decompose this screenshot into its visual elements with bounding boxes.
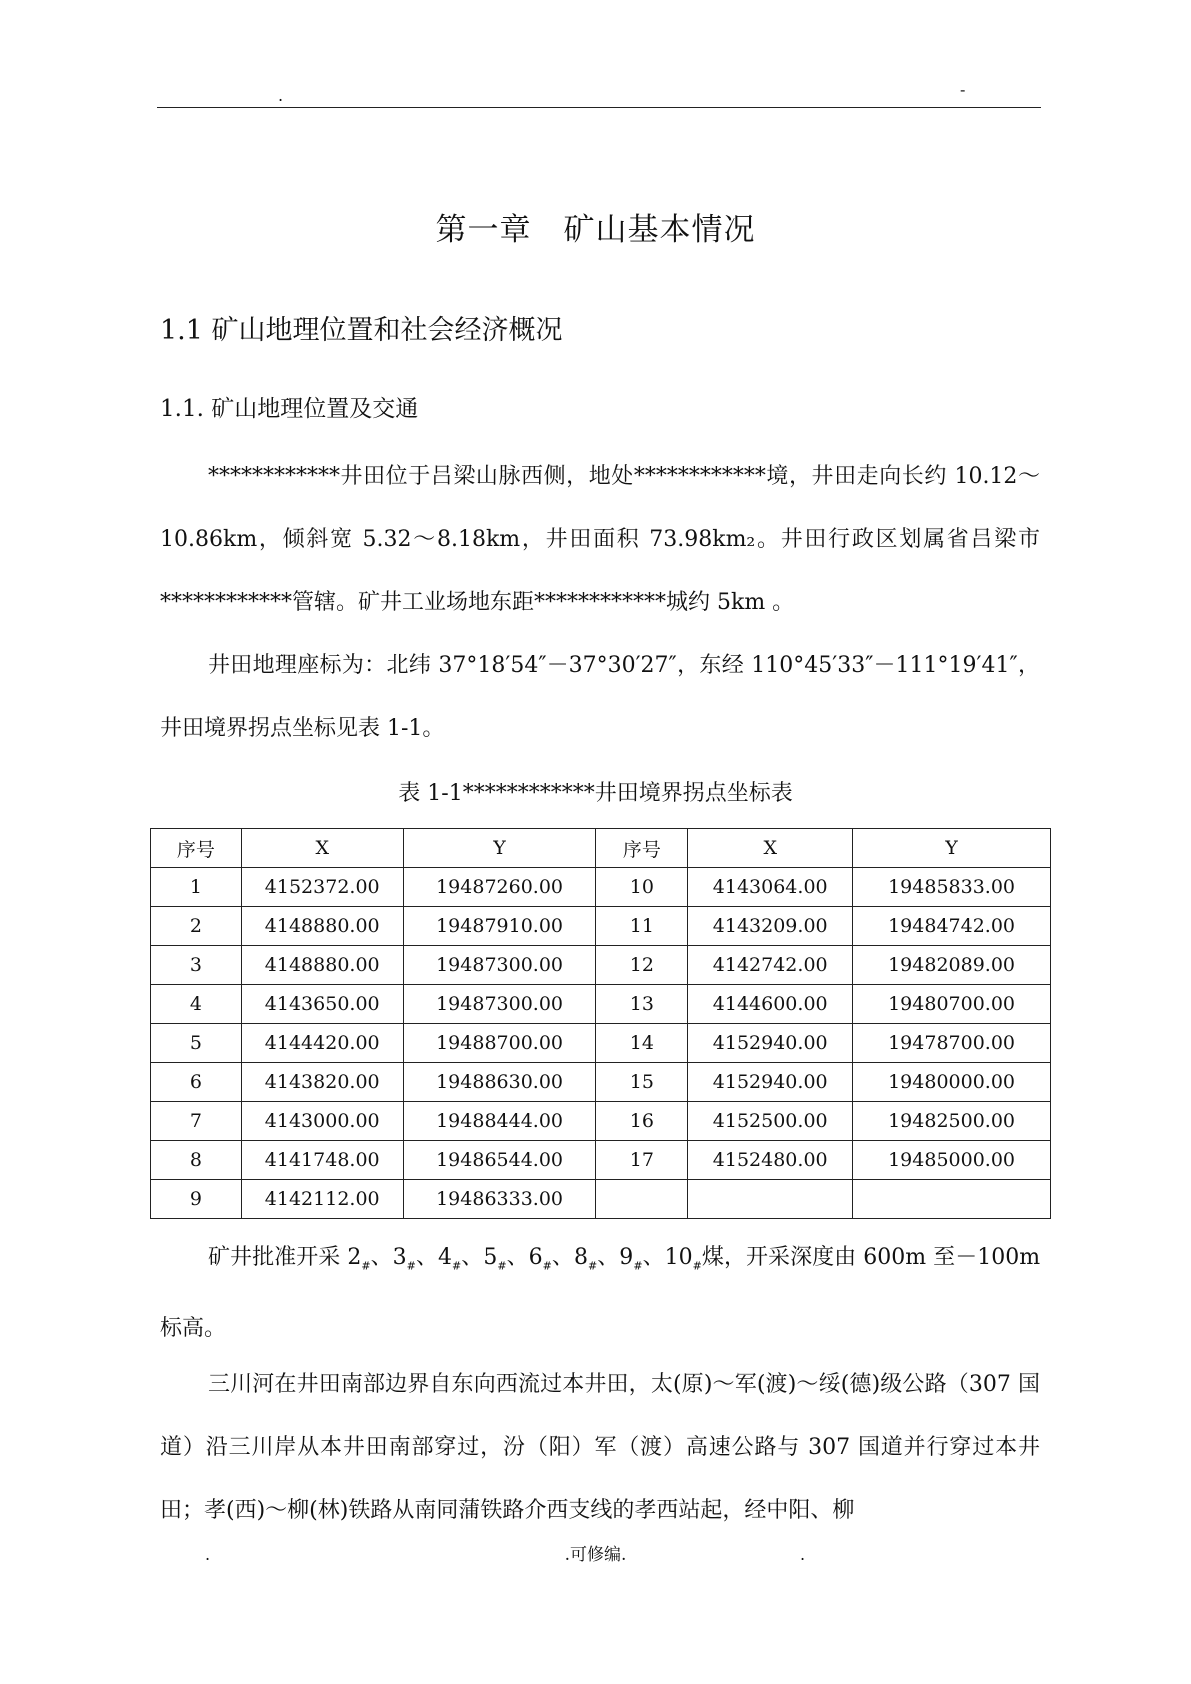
table-cell: 6	[151, 1063, 242, 1102]
table-cell: 19480700.00	[853, 985, 1051, 1024]
table-cell: 19487300.00	[403, 946, 596, 985]
table-caption: 表 1-1************井田境界拐点坐标表	[398, 781, 793, 806]
table-row	[151, 1141, 1051, 1180]
table-cell: 4148880.00	[241, 946, 403, 985]
table-cell: 12	[596, 946, 688, 985]
chapter-title: 第一章 矿山基本情况	[435, 212, 756, 248]
table-row	[151, 985, 1051, 1024]
table-header-row	[151, 829, 1051, 868]
table-row	[151, 1063, 1051, 1102]
table-cell: 4144420.00	[241, 1024, 403, 1063]
footer-center: .可修编.	[564, 1545, 627, 1565]
table-cell: 11	[596, 907, 688, 946]
table-cell: 4143650.00	[241, 985, 403, 1024]
section-title: 1.1 矿山地理位置和社会经济概况	[160, 315, 563, 346]
table-cell: 4141748.00	[241, 1141, 403, 1180]
paragraph-transport: 三川河在井田南部边界自东向西流过本井田，太(原)～军(渡)～绥(德)级公路（307 国道）沿三川岸从本井田南部穿过，汾（阳）军（渡）高速公路与 307 国道并行穿过本井田；孝(西)～柳(林)铁路从南同蒲铁路介西支线的孝西站起，经中阳、柳	[160, 1372, 1040, 1523]
table-row	[151, 868, 1051, 907]
table-row	[151, 1024, 1051, 1063]
table-cell: 4143064.00	[688, 868, 853, 907]
table-cell: 19484742.00	[853, 907, 1051, 946]
table-header-cell: 序号	[151, 829, 242, 868]
table-cell: 4144600.00	[688, 985, 853, 1024]
header-right-mark: -	[960, 80, 966, 99]
table-cell: 19487910.00	[403, 907, 596, 946]
table-header-cell: 序号	[596, 829, 688, 868]
table-cell: 9	[151, 1180, 242, 1219]
table-cell: 19480000.00	[853, 1063, 1051, 1102]
table-cell: 3	[151, 946, 242, 985]
table-header-cell: Y	[403, 829, 596, 868]
table-cell: 15	[596, 1063, 688, 1102]
table-cell: 19486333.00	[403, 1180, 596, 1219]
table-cell	[853, 1180, 1051, 1219]
table-cell: 4142742.00	[688, 946, 853, 985]
table-cell: 4143000.00	[241, 1102, 403, 1141]
paragraph-mining-seams: 矿井批准开采 $2_{\#}$、$3_{\#}$、$4_{\#}$、$5_{\#}$、$6_{\#}$、$8_{\#}$、$9_{\#}$、$10_{\#}$煤，开采深度由 600m 至－100m 标高。	[160, 1245, 1041, 1342]
table-row	[151, 1102, 1051, 1141]
table-header-cell: Y	[853, 829, 1051, 868]
subsection-title: 1.1. 矿山地理位置及交通	[160, 396, 419, 422]
table-cell: 19488630.00	[403, 1063, 596, 1102]
table-cell: 2	[151, 907, 242, 946]
table-cell: 4143820.00	[241, 1063, 403, 1102]
table-cell: 17	[596, 1141, 688, 1180]
table-cell: 13	[596, 985, 688, 1024]
paragraph-coordinates: 井田地理座标为：北纬 37°18′54″－37°30′27″，东经 110°45′33″－111°19′41″，井田境界拐点坐标见表 1-1。	[160, 653, 1040, 741]
table-cell: 4	[151, 985, 242, 1024]
table-cell: 19488700.00	[403, 1024, 596, 1063]
table-cell: 19486544.00	[403, 1141, 596, 1180]
table-cell: 19485833.00	[853, 868, 1051, 907]
table-cell: 4152940.00	[688, 1024, 853, 1063]
table-cell	[596, 1180, 688, 1219]
table-header-cell: X	[688, 829, 853, 868]
table-cell: 4152480.00	[688, 1141, 853, 1180]
table-cell: 19485000.00	[853, 1141, 1051, 1180]
table-cell: 4143209.00	[688, 907, 853, 946]
table-header-cell: X	[241, 829, 403, 868]
table-cell: 10	[596, 868, 688, 907]
table-cell: 14	[596, 1024, 688, 1063]
table-cell: 19482500.00	[853, 1102, 1051, 1141]
paragraph-location: ************井田位于吕梁山脉西侧，地处************境，井田走向长约 10.12～10.86km，倾斜宽 5.32～8.18km，井田面积 73.98km₂。井田行政区划属省吕梁市************管辖。矿井工业场地东距************城约 5km 。	[160, 464, 1040, 615]
table-cell	[688, 1180, 853, 1219]
table-cell: 8	[151, 1141, 242, 1180]
table-cell: 16	[596, 1102, 688, 1141]
table-cell: 7	[151, 1102, 242, 1141]
table-cell: 19487260.00	[403, 868, 596, 907]
table-row	[151, 1180, 1051, 1219]
table-cell: 4142112.00	[241, 1180, 403, 1219]
table-cell: 5	[151, 1024, 242, 1063]
table-cell: 4152372.00	[241, 868, 403, 907]
table-row	[151, 907, 1051, 946]
table-cell: 4152500.00	[688, 1102, 853, 1141]
boundary-coordinates-table	[150, 828, 1051, 1219]
header-rule	[157, 107, 1041, 108]
table-cell: 4148880.00	[241, 907, 403, 946]
header-left-mark: .	[278, 86, 284, 105]
table-cell: 19478700.00	[853, 1024, 1051, 1063]
table-cell: 19488444.00	[403, 1102, 596, 1141]
table-row	[151, 946, 1051, 985]
footer-right-mark: .	[800, 1545, 806, 1564]
table-cell: 4152940.00	[688, 1063, 853, 1102]
footer-left-mark: .	[205, 1545, 211, 1564]
table-cell: 1	[151, 868, 242, 907]
table-cell: 19487300.00	[403, 985, 596, 1024]
table-cell: 19482089.00	[853, 946, 1051, 985]
